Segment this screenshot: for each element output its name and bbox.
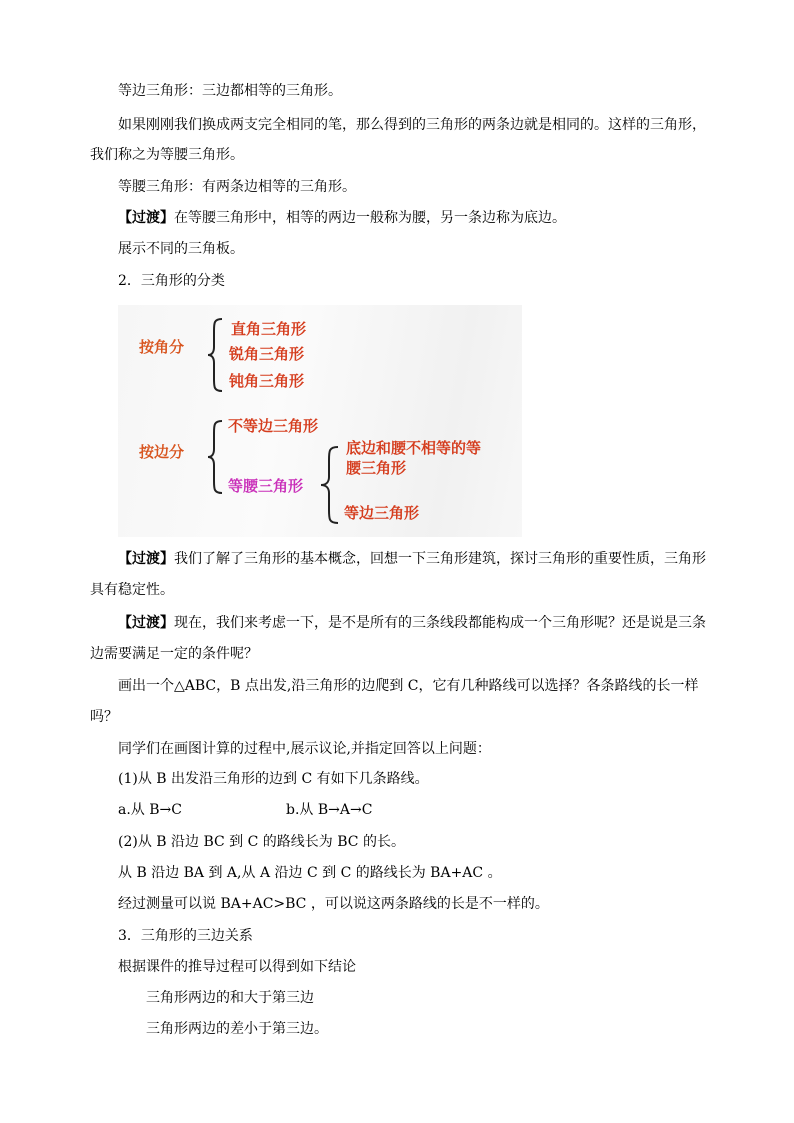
item-scalene-triangle: 不等边三角形 xyxy=(228,417,319,435)
item-acute-triangle: 锐角三角形 xyxy=(229,345,305,363)
brace-isosceles-icon xyxy=(318,445,342,525)
item-obtuse-triangle: 钝角三角形 xyxy=(229,372,305,390)
paragraph-isosceles-intro-cont: 我们称之为等腰三角形。 xyxy=(90,147,244,163)
conclusion-difference: 三角形两边的差小于第三边。 xyxy=(146,1021,328,1037)
paragraph-route-bc: (2)从 B 沿边 BC 到 C 的路线长为 BC 的长。 xyxy=(118,834,405,850)
heading-three-sides: 3．三角形的三边关系 xyxy=(118,928,253,944)
paragraph-discussion: 同学们在画图计算的过程中,展示议论,并指定回答以上问题： xyxy=(118,741,491,757)
paragraph-conclusion-intro: 根据课件的推导过程可以得到如下结论 xyxy=(118,959,356,975)
transition-tag: 【过渡】 xyxy=(118,551,174,567)
transition-tag: 【过渡】 xyxy=(118,615,174,631)
paragraph-draw-triangle-cont: 吗？ xyxy=(90,709,118,725)
def-isosceles: 等腰三角形：有两条边相等的三角形。 xyxy=(118,179,356,195)
item-isosceles-triangle: 等腰三角形 xyxy=(228,477,304,495)
transition-tag: 【过渡】 xyxy=(118,210,174,226)
brace-side-icon xyxy=(206,419,226,495)
paragraph-isosceles-intro: 如果刚刚我们换成两支完全相同的笔，那么得到的三角形的两条边就是相同的。这样的三角形， xyxy=(118,117,706,133)
paragraph-transition-2-cont: 具有稳定性。 xyxy=(90,582,174,598)
paragraph-transition-2 xyxy=(118,549,706,569)
classification-diagram xyxy=(118,305,522,537)
item-iso-non-equal-line1: 底边和腰不相等的等 xyxy=(346,439,482,457)
label-by-angle: 按角分 xyxy=(139,338,185,356)
route-b: b.从 B→A→C xyxy=(286,802,373,818)
conclusion-sum: 三角形两边的和大于第三边 xyxy=(146,990,314,1006)
paragraph-draw-triangle: 画出一个△ABC，B 点出发,沿三角形的边爬到 C，它有几种路线可以选择？各条路线的长一样 xyxy=(118,678,699,694)
paragraph-transition-3 xyxy=(118,613,706,633)
heading-classification: 2．三角形的分类 xyxy=(118,273,225,289)
def-equilateral: 等边三角形：三边都相等的三角形。 xyxy=(118,83,342,99)
paragraph-route-ba-ac: 从 B 沿边 BA 到 A,从 A 沿边 C 到 C 的路线长为 BA+AC 。 xyxy=(118,865,502,881)
brace-angle-icon xyxy=(206,317,226,393)
item-equilateral-triangle: 等边三角形 xyxy=(344,504,420,522)
transition-text: 在等腰三角形中，相等的两边一般称为腰，另一条边称为底边。 xyxy=(174,210,566,226)
item-iso-non-equal-line2: 腰三角形 xyxy=(346,459,407,477)
paragraph-show-rulers: 展示不同的三角板。 xyxy=(118,241,244,257)
item-right-triangle: 直角三角形 xyxy=(231,320,307,338)
paragraph-transition-1 xyxy=(118,208,566,228)
transition-text: 我们了解了三角形的基本概念，回想一下三角形建筑，探讨三角形的重要性质，三角形 xyxy=(174,551,706,567)
route-a: a.从 B→C xyxy=(118,802,182,818)
transition-text: 现在，我们来考虑一下，是不是所有的三条线段都能构成一个三角形呢？还是说是三条 xyxy=(174,615,706,631)
paragraph-routes: (1)从 B 出发沿三角形的边到 C 有如下几条路线。 xyxy=(118,771,429,787)
paragraph-measurement: 经过测量可以说 BA+AC>BC ，可以说这两条路线的长是不一样的。 xyxy=(118,896,549,912)
label-by-side: 按边分 xyxy=(139,443,185,461)
paragraph-transition-3-cont: 边需要满足一定的条件呢？ xyxy=(90,646,258,662)
